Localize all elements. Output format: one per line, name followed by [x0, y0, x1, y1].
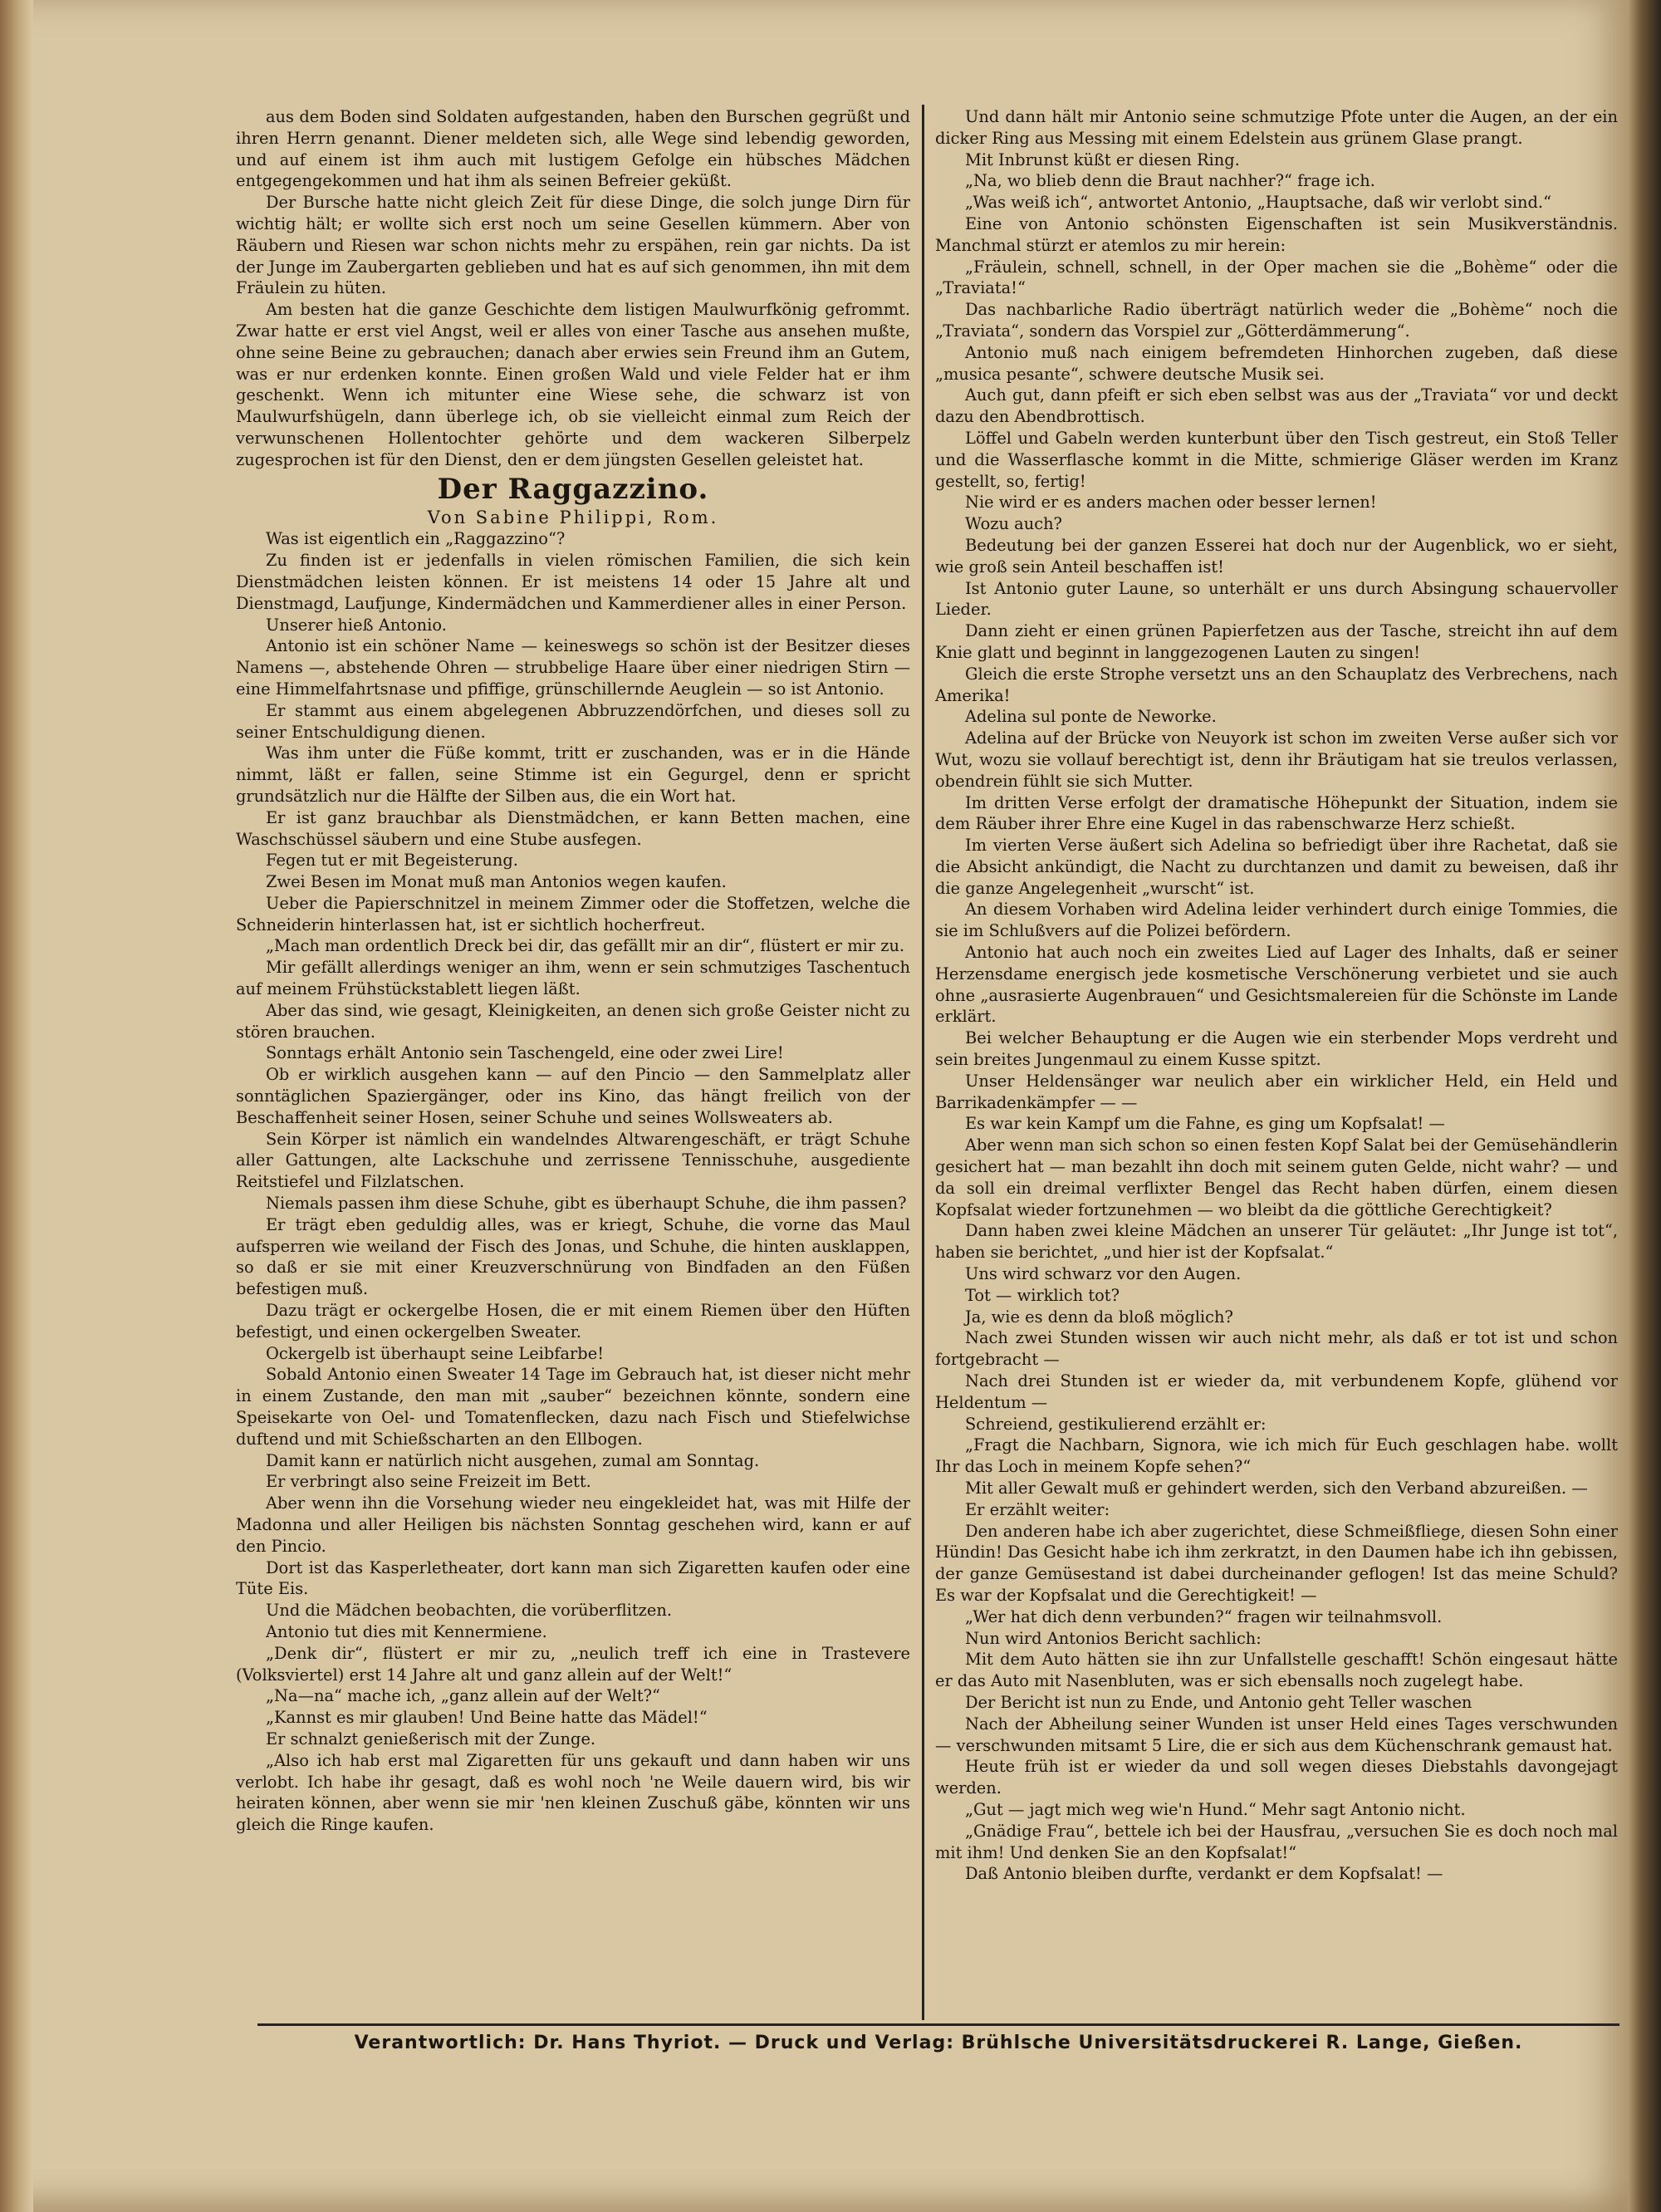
paragraph: Mit Inbrunst küßt er diesen Ring.: [965, 150, 1240, 169]
paragraph: Damit kann er natürlich nicht ausgehen, zumal am Sonntag.: [266, 1450, 760, 1470]
paragraph: „Na—na“ mache ich, „ganz allein auf der Welt?“: [266, 1686, 660, 1706]
paragraph: Er stammt aus einem abgelegenen Abbruzzendörfchen, und dieses soll zu seiner Entschuldigung dienen.: [236, 700, 910, 742]
paragraph: Sobald Antonio einen Sweater 14 Tage im Gebrauch hat, ist dieser nicht mehr in einem Zustande, den man mit „sauber“ bezeichnen könnte, sondern eine Speisekarte von Oel- und Tomatenflecken, dazu nach Fisch und Stiefelwichse duftend und mit Schießscharten an den Ellbogen.: [236, 1365, 910, 1449]
paragraph: Nun wird Antonios Bericht sachlich:: [965, 1628, 1262, 1648]
paragraph: An diesem Vorhaben wird Adelina leider verhindert durch einige Tommies, die sie im Schlußvers auf die Polizei befördern.: [935, 900, 1618, 941]
paragraph: „Fragt die Nachbarn, Signora, wie ich mich für Euch geschlagen habe. wollt Ihr das Loch in meinem Kopfe sehen?“: [935, 1435, 1618, 1477]
article-title: Der Raggazzino.: [437, 472, 709, 506]
paragraph: Er erzählt weiter:: [965, 1499, 1110, 1519]
paragraph: Nach zwei Stunden wissen wir auch nicht mehr, als daß er tot ist und schon fortgebracht —: [935, 1328, 1618, 1370]
paragraph: Ja, wie es denn da bloß möglich?: [965, 1307, 1233, 1327]
paragraph: „Also ich hab erst mal Zigaretten für uns gekauft und dann haben wir uns verlobt. Ich habe ihr gesagt, daß es wohl noch 'ne Weile dauern wird, bis wir heiraten können, aber wenn sie mir 'nen kleinen Zuschuß gäbe, könnten wir uns gleich die Ringe kaufen.: [236, 1750, 910, 1835]
paragraph: Und die Mädchen beobachten, die vorüberflitzen.: [266, 1601, 672, 1621]
paragraph: Das nachbarliche Radio überträgt natürlich weder die „Bohème“ noch die „Traviata“, sondern das Vorspiel zur „Götterdämmerung“.: [935, 300, 1618, 341]
paragraph: Mir gefällt allerdings weniger an ihm, wenn er sein schmutziges Taschentuch auf meinem Frühstückstablett liegen läßt.: [236, 958, 910, 999]
paragraph: Niemals passen ihm diese Schuhe, gibt es überhaupt Schuhe, die ihm passen?: [266, 1194, 907, 1214]
paragraph: Tot — wirklich tot?: [965, 1285, 1120, 1305]
page-binding: [0, 0, 33, 2212]
paragraph: Was ist eigentlich ein „Raggazzino“?: [266, 529, 566, 549]
paragraph: „Fräulein, schnell, schnell, in der Oper machen sie die „Bohème“ oder die „Traviata!“: [935, 257, 1618, 298]
paragraph: Heute früh ist er wieder da und soll wegen dieses Diebstahls davongejagt werden.: [935, 1757, 1618, 1798]
paragraph: Im vierten Verse äußert sich Adelina so befriedigt über ihre Rachetat, daß sie die Absicht ankündigt, die Nacht zu durchtanzen und damit zu beweisen, daß ihr die ganze Angelegenheit „wurscht“ ist.: [935, 836, 1618, 898]
paragraph: Schreiend, gestikulierend erzählt er:: [965, 1414, 1267, 1434]
paragraph: Aber das sind, wie gesagt, Kleinigkeiten, an denen sich große Geister nicht zu stören brauchen.: [236, 1000, 910, 1042]
paragraph: Und dann hält mir Antonio seine schmutzige Pfote unter die Augen, an der ein dicker Ring aus Messing mit einem Edelstein aus grünem Glase prangt.: [935, 107, 1618, 148]
paragraph: Ueber die Papierschnitzel in meinem Zimmer oder die Stoffetzen, welche die Schneiderin hinterlassen hat, ist er sichtlich hocherfreut.: [236, 893, 910, 934]
paragraph: aus dem Boden sind Soldaten aufgestanden, haben den Burschen gegrüßt und ihren Herrn genannt. Diener meldeten sich, alle Wege sind lebendig geworden, und auf einem ist ihm auch mit lustigem Gefolge ein hübsches Mädchen entgegengekommen und hat ihm als seinen Befreier geküßt.: [236, 107, 910, 191]
page-edge: [1628, 0, 1661, 2212]
paragraph: Unserer hieß Antonio.: [266, 615, 447, 635]
imprint-footer: Verantwortlich: Dr. Hans Thyriot. — Druck und Verlag: Brühlsche Universitätsdruckerei R. Lange, Gießen.: [354, 2033, 1523, 2053]
paragraph: Der Bericht ist nun zu Ende, und Antonio geht Teller waschen: [965, 1692, 1472, 1712]
fairy-tale-ending: [236, 106, 910, 471]
article-body-left: [236, 528, 910, 1836]
paragraph: Gleich die erste Strophe versetzt uns an den Schauplatz des Verbrechens, nach Amerika!: [935, 664, 1618, 705]
paragraph: Antonio tut dies mit Kennermiene.: [266, 1621, 547, 1641]
paragraph: Ob er wirklich ausgehen kann — auf den Pincio — den Sammelplatz aller sonntäglichen Spaziergänger, oder ins Kino, das hängt freilich von der Beschaffenheit seiner Hosen, seiner Schuhe und seines Wollsweaters ab.: [236, 1065, 910, 1127]
article-body-right: [935, 106, 1618, 1885]
paragraph: Nach drei Stunden ist er wieder da, mit verbundenem Kopfe, glühend vor Heldentum —: [935, 1371, 1618, 1412]
paragraph: Er verbringt also seine Freizeit im Bett.: [266, 1472, 591, 1492]
paragraph: Den anderen habe ich aber zugerichtet, diese Schmeißfliege, diesen Sohn einer Hündin! Das Gesicht habe ich ihm zerkratzt, in den Daumen habe ich ihn gebissen, der ganze Gemüsestand ist dabei durcheinander geflogen! Ist das meine Schuld? Es war der Kopfsalat und die Gerechtigkeit! —: [935, 1521, 1618, 1605]
paragraph: Antonio hat auch noch ein zweites Lied auf Lager des Inhalts, daß er seiner Herzensdame energisch jede kosmetische Verschönerung verbietet und sie auch ohne „ausrasierte Augenbrauen“ und Gesichtsmalereien für die Schönste im Lande erklärt.: [935, 943, 1618, 1027]
paragraph: Unser Heldensänger war neulich aber ein wirklicher Held, ein Held und Barrikadenkämpfer — —: [935, 1071, 1618, 1112]
paragraph: Er schnalzt genießerisch mit der Zunge.: [266, 1729, 596, 1749]
paragraph: Der Bursche hatte nicht gleich Zeit für diese Dinge, die solch junge Dirn für wichtig hält; er wollte sich erst noch um seine Gesellen kümmern. Aber von Räubern und Riesen war schon nichts mehr zu erspähen, rein gar nichts. Da ist der Junge im Zaubergarten geblieben und hat es auf sich genommen, ihn mit dem Fräulein zu hüten.: [236, 193, 910, 298]
paragraph: Sein Körper ist nämlich ein wandelndes Altwarengeschäft, er trägt Schuhe aller Gattungen, alte Lackschuhe und zerrissene Tennisschuhe, ausgediente Reitstiefel und Filzlatschen.: [236, 1129, 910, 1192]
paragraph: „Gut — jagt mich weg wie'n Hund.“ Mehr sagt Antonio nicht.: [965, 1799, 1466, 1819]
paragraph: Zu finden ist er jedenfalls in vielen römischen Familien, die sich kein Dienstmädchen leisten können. Er ist meistens 14 oder 15 Jahre alt und Dienstmagd, Laufjunge, Kindermädchen und Kammerdiener alles in einer Person.: [236, 551, 910, 613]
paragraph: Eine von Antonio schönsten Eigenschaften ist sein Musikverständnis. Manchmal stürzt er atemlos zu mir herein:: [935, 213, 1618, 255]
paragraph: Antonio muß nach einigem befremdeten Hinhorchen zugeben, daß diese „musica pesante“, schwere deutsche Musik sei.: [935, 342, 1618, 384]
paragraph: Dort ist das Kasperletheater, dort kann man sich Zigaretten kaufen oder eine Tüte Eis.: [236, 1557, 910, 1599]
paragraph: „Mach man ordentlich Dreck bei dir, das gefällt mir an dir“, flüstert er mir zu.: [266, 936, 905, 956]
paragraph: Uns wird schwarz vor den Augen.: [965, 1264, 1242, 1284]
paragraph: Fegen tut er mit Begeisterung.: [266, 851, 518, 871]
paragraph: „Wer hat dich denn verbunden?“ fragen wir teilnahmsvoll.: [965, 1606, 1443, 1626]
paragraph: Wozu auch?: [965, 514, 1062, 534]
paragraph: Nach der Abheilung seiner Wunden ist unser Held eines Tages verschwunden — verschwunden mitsamt 5 Lire, die er sich aus dem Küchenschrank gemaust hat.: [935, 1714, 1618, 1755]
article-byline: Von Sabine Philippi, Rom.: [427, 507, 719, 527]
paragraph: „Denk dir“, flüstert er mir zu, „neulich treff ich eine in Trastevere (Volksviertel) erst 14 Jahre alt und ganz allein auf der Welt!“: [236, 1643, 910, 1685]
paragraph: Dann haben zwei kleine Mädchen an unserer Tür geläutet: „Ihr Junge ist tot“, haben sie berichtet, „und hier ist der Kopfsalat.“: [935, 1221, 1618, 1263]
paragraph: Mit dem Auto hätten sie ihn zur Unfallstelle geschafft! Schön eingesaut hätte er das Auto mit Nasenbluten, was er sich ebensalls noch zugelegt habe.: [935, 1650, 1618, 1691]
footer-rule: [257, 2023, 1619, 2026]
paragraph: Daß Antonio bleiben durfte, verdankt er dem Kopfsalat! —: [965, 1864, 1443, 1884]
left-column: [236, 106, 910, 1836]
paragraph: Nie wird er es anders machen oder besser lernen!: [965, 493, 1377, 513]
paragraph: Aber wenn man sich schon so einen festen Kopf Salat bei der Gemüsehändlerin gesichert hat — man bezahlt ihn doch mit seinem guten Gelde, nicht wahr? — und da soll ein dreimal verflixter Bengel das Recht haben dürfen, einem diesen Kopfsalat wieder fortzunehmen — wo bleibt da die göttliche Gerechtigkeit?: [935, 1135, 1618, 1219]
paragraph: „Gnädige Frau“, bettele ich bei der Hausfrau, „versuchen Sie es doch noch mal mit ihm! Und denken Sie an den Kopfsalat!“: [935, 1821, 1618, 1862]
paragraph: „Kannst es mir glauben! Und Beine hatte das Mädel!“: [266, 1708, 708, 1728]
paragraph: Was ihm unter die Füße kommt, tritt er zuschanden, was er in die Hände nimmt, läßt er fallen, seine Stimme ist ein Gegurgel, denn er spricht grundsätzlich nur die Hälfte der Silben aus, die ein Wort hat.: [236, 743, 910, 806]
paragraph: Zwei Besen im Monat muß man Antonios wegen kaufen.: [266, 872, 727, 892]
paragraph: Adelina sul ponte de Neworke.: [965, 707, 1217, 727]
paragraph: Aber wenn ihn die Vorsehung wieder neu eingekleidet hat, was mit Hilfe der Madonna und aller Heiligen bis nächsten Sonntag geschehen wird, kann er auf den Pincio.: [236, 1493, 910, 1556]
paragraph: Sonntags erhält Antonio sein Taschengeld, eine oder zwei Lire!: [266, 1043, 784, 1063]
paragraph: Auch gut, dann pfeift er sich eben selbst was aus der „Traviata“ vor und deckt dazu den Abendbrottisch.: [935, 385, 1618, 427]
paragraph: Ockergelb ist überhaupt seine Leibfarbe!: [266, 1343, 604, 1363]
paragraph: Er trägt eben geduldig alles, was er kriegt, Schuhe, die vorne das Maul aufsperren wie weiland der Fisch des Jonas, und Schuhe, die hinten ausklappen, so daß er sie mit einer Kreuzverschnürung von Bindfaden an den Füßen befestigen muß.: [236, 1214, 910, 1299]
paragraph: Es war kein Kampf um die Fahne, es ging um Kopfsalat! —: [965, 1114, 1445, 1134]
paragraph: Dazu trägt er ockergelbe Hosen, die er mit einem Riemen über den Hüften befestigt, und einen ockergelben Sweater.: [236, 1301, 910, 1341]
paragraph: Antonio ist ein schöner Name — keineswegs so schön ist der Besitzer dieses Namens —, abstehende Ohren — strubbelige Haare über einer niedrigen Stirn — eine Himmelfahrtsnase und pfiffige, grünschillernde Aeuglein — so ist Antonio.: [236, 636, 910, 699]
paragraph: Er ist ganz brauchbar als Dienstmädchen, er kann Betten machen, eine Waschschüssel säubern und eine Stube ausfegen.: [236, 807, 910, 849]
paragraph: Dann zieht er einen grünen Papierfetzen aus der Tasche, streicht ihn auf dem Knie glatt und beginnt in langgezogenen Lauten zu singen!: [935, 621, 1618, 662]
column-divider: [922, 105, 924, 2020]
paragraph: „Na, wo blieb denn die Braut nachher?“ frage ich.: [965, 171, 1375, 191]
paragraph: Mit aller Gewalt muß er gehindert werden, sich den Verband abzureißen. —: [965, 1479, 1588, 1498]
paragraph: Im dritten Verse erfolgt der dramatische Höhepunkt der Situation, indem sie dem Räuber ihrer Ehre eine Kugel in das rabenschwarze Herz schießt.: [935, 792, 1618, 834]
paragraph: Löffel und Gabeln werden kunterbunt über den Tisch gestreut, ein Stoß Teller und die Wasserflasche kommt in die Mitte, schmierige Gläser werden im Kranz gestellt, so, fertig!: [935, 428, 1618, 491]
paragraph: Bedeutung bei der ganzen Esserei hat doch nur der Augenblick, wo er sieht, wie groß sein Anteil beschaffen ist!: [935, 535, 1618, 576]
right-column: [935, 106, 1618, 1885]
paragraph: Adelina auf der Brücke von Neuyork ist schon im zweiten Verse außer sich vor Wut, wozu sie vollauf berechtigt ist, denn ihr Bräutigam hat sie treulos verlassen, obendrein fühlt sie sich Mutter.: [935, 728, 1618, 791]
paragraph: „Was weiß ich“, antwortet Antonio, „Hauptsache, daß wir verlobt sind.“: [965, 193, 1551, 213]
paragraph: Am besten hat die ganze Geschichte dem listigen Maulwurfkönig gefrommt. Zwar hatte er erst viel Angst, weil er alles von einer Tasche aus ansehen mußte, ohne seine Beine zu gebrauchen; danach aber erwies sein Freund ihm an Gutem, was er nur erdenken konnte. Einen großen Wald und viele Felder hat er ihm geschenkt. Wenn ich mitunter eine Wiese sehe, die schwarz ist von Maulwurfshügeln, dann überlege ich, ob sie vielleicht einmal zum Reich der verwunschenen Hollentochter gehörte und dem wackeren Silberpelz zugesprochen ist für den Dienst, den er dem jüngsten Gesellen geleistet hat.: [236, 300, 910, 469]
paragraph: Ist Antonio guter Laune, so unterhält er uns durch Absingung schauervoller Lieder.: [935, 578, 1618, 620]
paragraph: Bei welcher Behauptung er die Augen wie ein sterbender Mops verdreht und sein breites Jungenmaul zu einem Kusse spitzt.: [935, 1028, 1618, 1070]
